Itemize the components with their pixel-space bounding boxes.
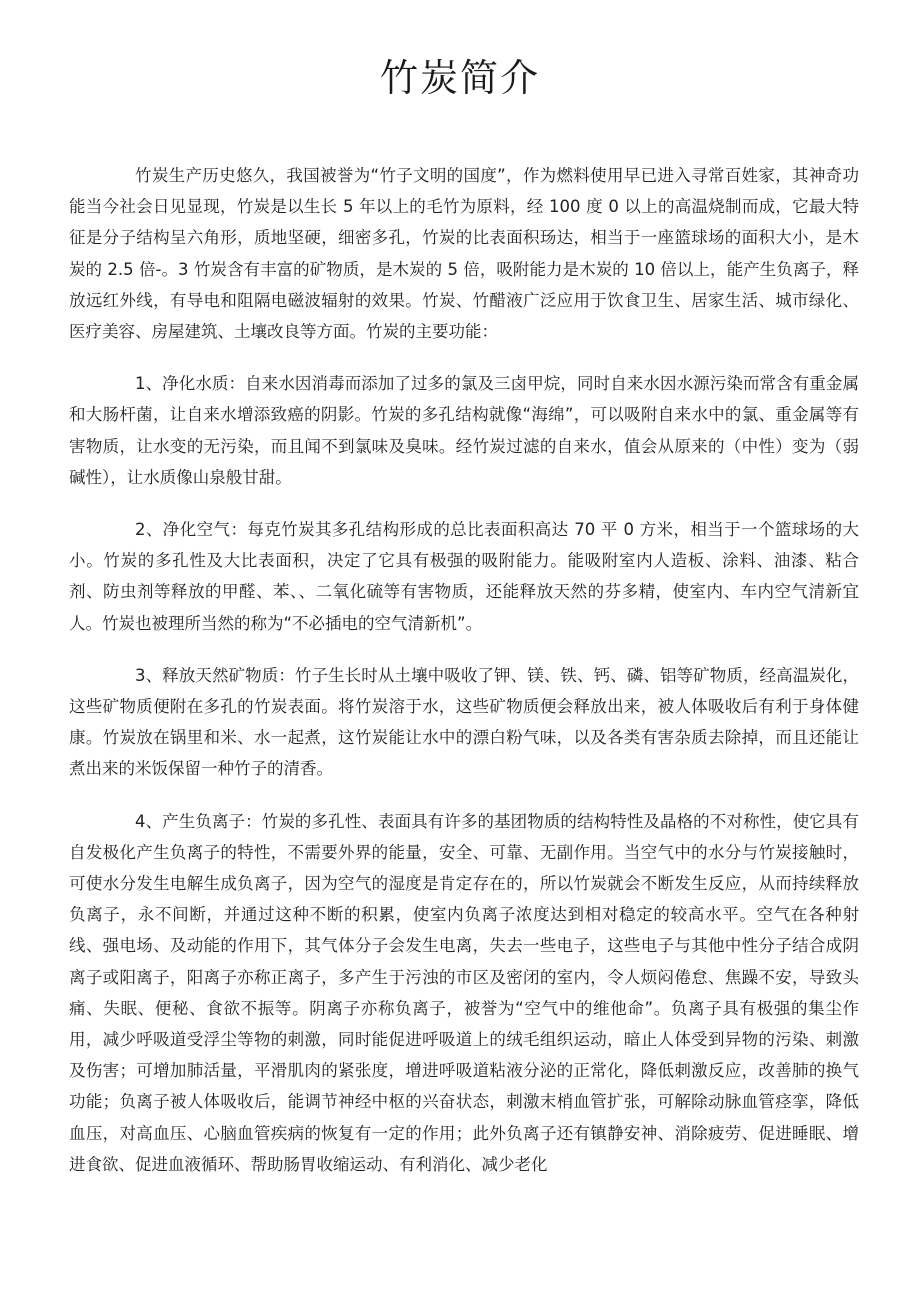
water-purification-paragraph: 1、净化水质：自来水因消毒而添加了过多的氯及三卤甲烷，同时自来水因水源污染而常含有重金属和大肠杆菌，让自来水增添致癌的阴影。竹炭的多孔结构就像“海绵”，可以吸附自来水中的氯、重金属等有害物质，让水变的无污染，而且闻不到氯味及臭味。经竹炭过滤的自来水，值会从原来的（中性）变为（弱碱性），让水质像山泉般甘甜。: [69, 374, 859, 487]
document-body: [69, 160, 859, 1201]
page-title: 竹炭简介: [379, 56, 540, 100]
minerals-paragraph: 3、释放天然矿物质：竹子生长时从土壤中吸收了钾、镁、铁、钙、磷、铝等矿物质，经高温炭化，这些矿物质便附在多孔的竹炭表面。将竹炭溶于水，这些矿物质便会释放出来，被人体吸收后有利于身体健康。竹炭放在锅里和米、水一起煮，这竹炭能让水中的漂白粉气味，以及各类有害杂质去除掉，而且还能让煮出来的米饭保留一种竹子的清香。: [69, 665, 859, 779]
intro-paragraph: 竹炭生产历史悠久，我国被誉为“竹子文明的国度”，作为燃料使用早已进入寻常百姓家，其神奇功能当今社会日见显现，竹炭是以生长 5 年以上的毛竹为原料，经 100 度 0 以上的高温烧制而成，它最大特征是分子结构呈六角形，质地坚硬，细密多孔，竹炭的比表面积玚达，相当于一座篮球场的面积大小，是木炭的 2.5 倍-。3 竹炭含有丰富的矿物质，是木炭的 5 倍，吸附能力是木炭的 10 倍以上，能产生负离子，释放远红外线，有导电和阻隔电磁波辐射的效果。竹炭、竹醋液广泛应用于饮食卫生、居家生活、城市绿化、医疗美容、房屋建筑、土壤改良等方面。竹炭的主要功能：: [69, 166, 859, 342]
air-purification-paragraph: 2、净化空气：每克竹炭其多孔结构形成的总比表面积高达 70 平 0 方米，相当于一个篮球场的大小。竹炭的多孔性及大比表面积，决定了它具有极强的吸附能力。能吸附室内人造板、涂料、油漆、粘合剂、防虫剂等释放的甲醛、苯、、二氧化硫等有害物质，还能释放天然的芬多精，使室内、车内空气清新宜人。竹炭也被理所当然的称为“不必插电的空气清新机”。: [69, 520, 859, 633]
negative-ions-paragraph: 4、产生负离子：竹炭的多孔性、表面具有许多的基团物质的结构特性及晶格的不对称性，使它具有自发极化产生负离子的特性，不需要外界的能量，安全、可靠、无副作用。当空气中的水分与竹炭接触时，可使水分发生电解生成负离子，因为空气的湿度是肯定存在的，所以竹炭就会不断发生反应，从而持续释放负离子，永不间断，并通过这种不断的积累，使室内负离子浓度达到相对稳定的较高水平。空气在各种射线、强电场、及动能的作用下，其气体分子会发生电离，失去一些电子，这些电子与其他中性分子结合成阴离子或阳离子，阳离子亦称正离子，多产生于污浊的市区及密闭的室内，令人烦闷倦怠、焦躁不安，导致头痛、失眠、便秘、食欲不振等。阴离子亦称负离子，被誉为“空气中的维他命”。负离子具有极强的集尘作用，减少呼吸道受浮尘等物的刺激，同时能促进呼吸道上的绒毛组织运动，暗止人体受到异物的污染、刺激及伤害；可增加肺活量，平滑肌肉的紧张度，增进呼吸道粘液分泌的正常化，降低刺激反应，改善肺的换气功能；负离子被人体吸收后，能调节神经中枢的兴奋状态，刺激末梢血管扩张，可解除动脉血管痉挛，降低血压，对高血压、心脑血管疾病的恢复有一定的作用；此外负离子还有镇静安神、消除疲劳、促进睡眠、增进食欲、促进血液循环、帮助肠胃收缩运动、有利消化、减少老化: [69, 811, 859, 1174]
